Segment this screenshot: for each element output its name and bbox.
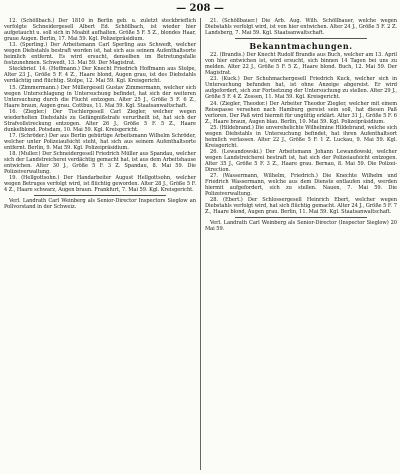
- section-heading: Bekanntmachungen.: [249, 41, 353, 52]
- notice-paragraph: 28. (Ebert.) Der Schlossergesell Heinrich Ebert, welcher wegen Diebstahls verfolgt wird, hat sich flüchtig gemacht. Alter 24 J., Größe 5 F. 7 Z., Haare blond, Augen grau. Berlin, 11. Mai 59. Kgl. Staatsanwaltschaft.: [205, 197, 397, 216]
- divider-rule: [235, 217, 367, 218]
- notice-paragraph: 26. (Lewandowski.) Der Arbeitsmann Johann Lewandowski, welcher wegen Landstreicherei bestraft ist, hat sich der Polizeiaufsicht entzogen. Alter 35 J., Größe 5 F. 3 Z., Haare grau. Bernau, 8. Mai 59. Die Polizei-Direction.: [205, 148, 397, 174]
- notice-paragraph: 19. (Hellgottsohn.) Der Handarbeiter August Hellgottsohn, welcher wegen Betruges verfolgt wird, ist flüchtig geworden. Alter 28 J., Größe 5 F. 4 Z., Haare schwarz, Augen braun. Frankfurt, 7. Mai 59. Kgl. Kreisgericht.: [4, 175, 196, 194]
- right-column: [205, 18, 397, 233]
- page-number: — 208 —: [176, 3, 224, 14]
- notice-footer: Verl. Landrath Carl Weinberg als Senior-Director Inspectors Sieglow an Pollvorstand in der Schweiz.: [4, 198, 196, 211]
- notice-paragraph: 22. (Brandis.) Der Knecht Rudolf Brandis aus Buch, welcher am 13. April von hier entwichen ist, wird ersucht, sich binnen 14 Tagen bei uns zu melden. Alter 22 J., Größe 5 F. 5 Z., Haare blond. Buch, 12. Mai 59. Der Magistrat.: [205, 52, 397, 77]
- notice-paragraph: 23. (Kuck.) Der Schuhmachergesell Friedrich Kuck, welcher sich in Untersuchung befunden hat, ist ohne Anzeige abgereist. Er wird aufgefordert, sich zur Fortsetzung der Untersuchung zu stellen. Alter 29 J., Größe 5 F. 4 Z. Zossen, 11. Mai 59. Kgl. Kreisgericht.: [205, 76, 397, 101]
- notice-paragraph: 17. (Schröder.) Der aus Berlin gebürtige Arbeitsmann Wilhelm Schröder, welcher unter Polizeiaufsicht steht, hat sich aus seinem Aufenthaltsorte entfernt. Berlin, 9. Mai 59. Kgl. Polizeipräsidium.: [4, 132, 196, 151]
- divider-rule: [34, 195, 166, 196]
- notice-paragraph: 18. (Muller.) Der Schneidergesell Friedrich Müller aus Spandau, welcher sich der Landstreicherei verdächtig gemacht hat, ist aus dem Arbeitshause entwichen. Alter 30 J., Größe 5 F. 3 Z. Spandau, 8. Mai 59. Die Polizeiverwaltung.: [4, 151, 196, 176]
- notice-paragraph: 13. (Sperling.) Der Arbeitsmann Carl Sperling aus Schwedt, welcher wegen Diebstahls bestraft worden ist, hat sich aus seinem Aufenthaltsorte heimlich entfernt. Es wird ersucht, denselben im Betretungsfalle festzunehmen. Schwedt, 13. Mai 59. Der Magistrat.: [4, 42, 196, 67]
- notice-footer: Verl. Landrath Carl Weinberg als Senior-Director (Inspector Sieglow) 20 Mai 59.: [205, 220, 397, 233]
- left-column: [4, 18, 196, 210]
- notice-paragraph: 25. (Hildebrand.) Die unverehelichte Wilhelmine Hildebrand, welche sich wegen Diebstahls in Untersuchung befindet, hat ihren Aufenthaltsort heimlich verlassen. Alter 22 J., Größe 5 F. 1 Z. Luckau, 9. Mai 59. Kgl. Kreisgericht.: [205, 124, 397, 149]
- notice-paragraph: 21. (Schöllbauer.) Die Arb. Aug. Wilh. Schöllbauer, welche wegen Diebstahls verfolgt wird, ist von hier entwichen. Alter 24 J., Größe 5 F. 2 Z. Landsberg, 7. Mai 59. Kgl. Staatsanwaltschaft.: [205, 18, 397, 37]
- notice-paragraph: Steckbrief. 14. (Hoffmann.) Der Knecht Friedrich Hoffmann aus Stolpe, Alter 23 J., Größe 5 F. 4 Z., Haare blond, Augen grau, ist des Diebstahls verdächtig und flüchtig. Stolpe, 12. Mai 59. Kgl. Kreisgericht.: [4, 66, 196, 85]
- column-divider: [200, 18, 201, 470]
- notice-paragraph: 12. (Schöllbach.) Der 1810 in Berlin geb. u. zuletzt steckbrieflich verfolgte Schneidergesell Albert Ed. Schöllbach, ist wieder hier aufgetaucht u. soll sich in Moabit aufhalten. Größe 5 F. 5 Z., blondes Haar, graue Augen. Berlin, 17. Mai 59. Kgl. Polizeipräsidium.: [4, 18, 196, 43]
- notice-paragraph: 24. (Ziegler, Theodor.) Der Arbeiter Theodor Ziegler, welcher mit einem Reisepasse versehen nach Hamburg gereist sein soll, hat diesen Paß verloren. Der Paß wird hiermit für ungültig erklärt. Alter 31 J., Größe 5 F. 6 Z., Haare braun, Augen blau. Berlin, 10. Mai 59. Kgl. Polizeipräsidium.: [205, 100, 397, 125]
- notice-paragraph: 16. (Ziegler.) Der Tischlergesell Carl Ziegler, welcher wegen wiederholten Diebstahls zu Gefängnißstrafe verurtheilt ist, hat sich der Strafvollstreckung entzogen. Alter 26 J., Größe 5 F. 5 Z., Haare dunkelblond. Potsdam, 10. Mai 59. Kgl. Kreisgericht.: [4, 108, 196, 133]
- divider-rule: [235, 38, 367, 39]
- notice-paragraph: 15. (Zimmermann.) Der Müllergesell Gustav Zimmermann, welcher sich wegen Unterschlagung in Untersuchung befindet, hat sich der weiteren Untersuchung durch die Flucht entzogen. Alter 25 J., Größe 5 F. 6 Z., Haare braun, Augen grau. Cottbus, 11. Mai 59. Kgl. Staatsanwaltschaft.: [4, 84, 196, 109]
- notice-paragraph: 27. (Wassermann, Wilhelm, Friedrich.) Die Knechte Wilhelm und Friedrich Wassermann, welche aus dem Dienste entlaufen sind, werden hiermit aufgefordert, sich zu stellen. Nauen, 7. Mai 59. Die Polizeiverwaltung.: [205, 173, 397, 198]
